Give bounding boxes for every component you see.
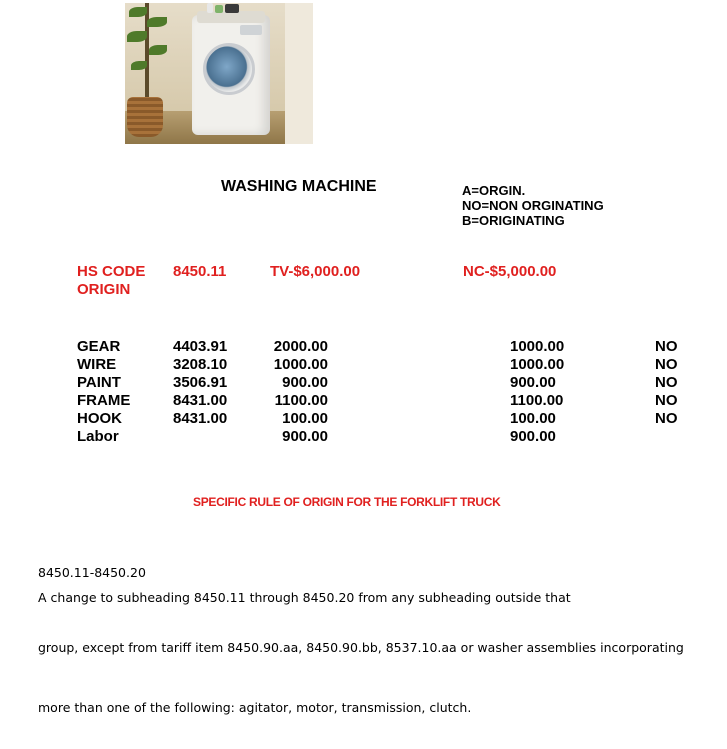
washer-drum [203, 43, 255, 95]
document-title: WASHING MACHINE [221, 178, 377, 195]
component-nc-value: 1000.00 [510, 338, 565, 355]
rule-line-3: more than one of the following: agitator, motor, transmission, clutch. [38, 700, 472, 715]
component-name: HOOK [77, 410, 122, 427]
legend-originating: B=ORIGINATING [462, 213, 565, 228]
component-value: 900.00 [282, 428, 328, 445]
plant-pot [127, 97, 163, 137]
component-nc-value: 1100.00 [510, 392, 564, 409]
component-code: 3506.91 [173, 374, 228, 391]
legend-origin: A=ORGIN. [462, 183, 526, 198]
component-code: 4403.91 [173, 338, 228, 355]
plant-leaf [127, 31, 147, 42]
component-status: NO [655, 374, 678, 391]
component-code: 8431.00 [173, 392, 228, 409]
component-code: 8431.00 [173, 410, 228, 427]
component-name: FRAME [77, 392, 131, 409]
component-value: 100.00 [282, 410, 328, 427]
photo-door [285, 3, 313, 144]
component-nc-value: 1000.00 [510, 356, 565, 373]
component-name: PAINT [77, 374, 121, 391]
component-value: 1100.00 [274, 392, 328, 409]
component-value: 900.00 [282, 374, 328, 391]
plant-leaf [129, 7, 147, 17]
component-name: Labor [77, 428, 119, 445]
component-value: 2000.00 [273, 338, 328, 355]
component-name: WIRE [77, 356, 117, 373]
component-code: 3208.10 [173, 356, 228, 373]
rule-line-1: A change to subheading 8450.11 through 8450.20 from any subheading outside that [38, 590, 571, 605]
rule-line-2: group, except from tariff item 8450.90.aa, 8450.90.bb, 8537.10.aa or washer assemblies incorporating [38, 640, 684, 655]
plant-leaf [131, 61, 147, 70]
bottle [215, 5, 223, 13]
hs-code-label: HS CODE [77, 263, 146, 280]
rule-range: 8450.11-8450.20 [38, 565, 146, 580]
total-value: TV-$6,000.00 [270, 263, 361, 280]
component-nc-value: 900.00 [510, 374, 556, 391]
hs-code-value: 8450.11 [173, 263, 227, 280]
plant-leaf [147, 17, 167, 27]
washer-panel [240, 25, 262, 35]
origin-label: ORIGIN [77, 281, 131, 298]
component-value: 1000.00 [273, 356, 328, 373]
component-nc-value: 900.00 [510, 428, 556, 445]
legend-non-originating: NO=NON ORGINATING [462, 198, 604, 213]
bottle [225, 4, 239, 13]
component-status: NO [655, 410, 678, 427]
component-name: GEAR [77, 338, 121, 355]
non-originating-value: NC-$5,000.00 [463, 263, 557, 280]
plant-leaf [149, 45, 167, 55]
component-status: NO [655, 356, 678, 373]
washing-machine-photo [125, 3, 313, 144]
component-status: NO [655, 392, 678, 409]
rule-heading: SPECIFIC RULE OF ORIGIN FOR THE FORKLIFT TRUCK [193, 495, 501, 509]
component-nc-value: 100.00 [510, 410, 556, 427]
bottle [207, 3, 213, 13]
component-status: NO [655, 338, 678, 355]
